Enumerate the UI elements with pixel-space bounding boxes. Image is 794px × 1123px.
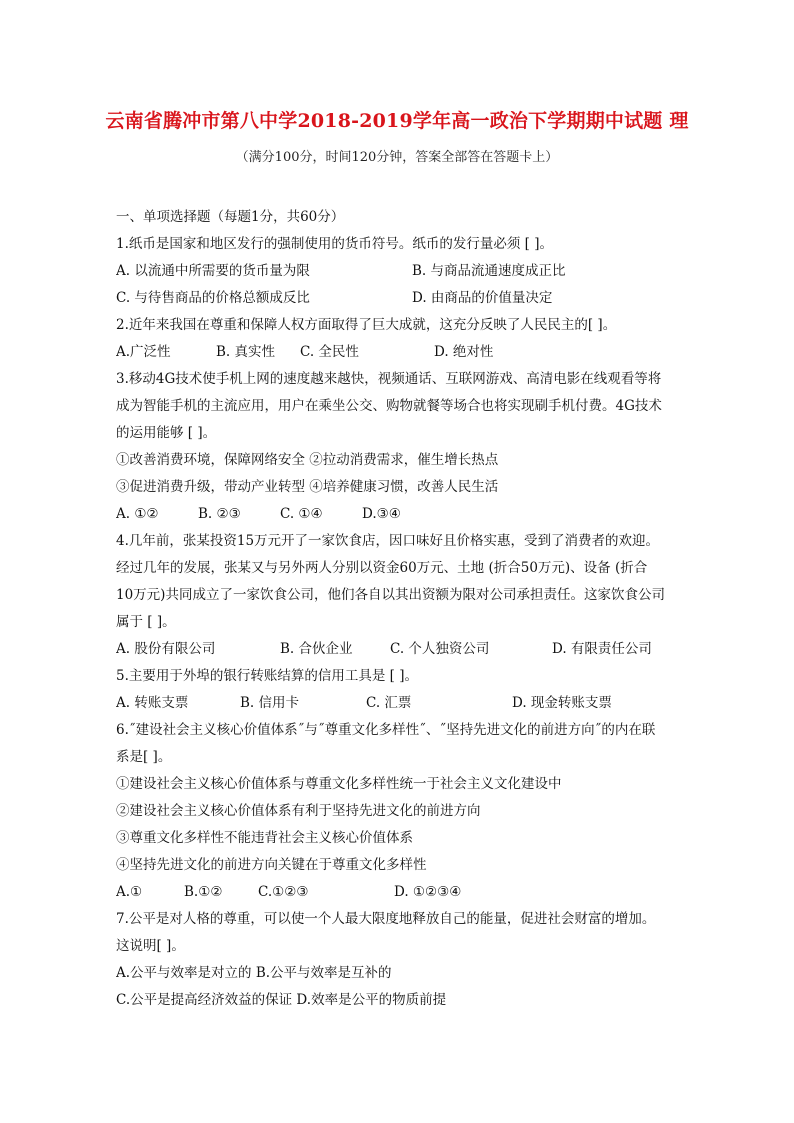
option-c: C. 与待售商品的价格总额成反比 xyxy=(116,290,310,306)
option-a: A. 以流通中所需要的货币量为限 xyxy=(116,263,310,279)
option-b: B. ②③ xyxy=(198,506,241,522)
question-7-stem-line-2: 这说明[ ]。 xyxy=(116,938,185,954)
question-7-options-cd: C.公平是提高经济效益的保证 D.效率是公平的物质前提 xyxy=(116,992,447,1008)
option-d: D. 由商品的价值量决定 xyxy=(412,290,553,306)
question-3-statements-34: ③促进消费升级，带动产业转型 ④培养健康习惯，改善人民生活 xyxy=(116,479,499,495)
question-4-stem-line-2: 经过几年的发展，张某又与另外两人分别以资金60万元、土地 (折合50万元)、设备 (折合 xyxy=(116,560,648,576)
option-d: D. ①②③④ xyxy=(394,884,462,900)
question-7-options-ab: A.公平与效率是对立的 B.公平与效率是互补的 xyxy=(116,965,392,981)
question-6-stem-line-2: 系是[ ]。 xyxy=(116,749,172,765)
question-6-stem-line-1: 6.˝建设社会主义核心价值体系˝与˝尊重文化多样性˝、˝坚持先进文化的前进方向˝的内在联 xyxy=(116,722,656,738)
question-3-stem-line-3: 的运用能够 [ ]。 xyxy=(116,425,217,441)
question-6-statement-1: ①建设社会主义核心价值体系与尊重文化多样性统一于社会主义文化建设中 xyxy=(116,776,562,792)
option-a: A. ①② xyxy=(116,506,159,522)
question-6-statement-3: ③尊重文化多样性不能违背社会主义核心价值体系 xyxy=(116,830,413,846)
question-4-stem-line-3: 10万元)共同成立了一家饮食公司，他们各自以其出资额为限对公司承担责任。这家饮食公司 xyxy=(116,587,665,603)
option-b: B. 合伙企业 xyxy=(280,641,353,657)
page-subtitle: （满分100分，时间120分钟，答案全部答在答题卡上） xyxy=(235,150,559,165)
option-d: D. 有限责任公司 xyxy=(552,641,652,657)
question-3-options xyxy=(116,501,686,528)
option-a: A. 股份有限公司 xyxy=(116,641,216,657)
option-b: B. 与商品流通速度成正比 xyxy=(412,263,566,279)
exam-body xyxy=(116,204,686,1014)
option-c: C. 全民性 xyxy=(300,344,359,360)
question-7-stem-line-1: 7.公平是对人格的尊重，可以使一个人最大限度地释放自己的能量，促进社会财富的增加。 xyxy=(116,911,656,927)
option-c: C.①②③ xyxy=(258,884,309,900)
section-heading: 一、单项选择题（每题1分，共60分） xyxy=(116,209,345,225)
option-c: C. 汇票 xyxy=(366,695,412,711)
question-6-statement-4: ④坚持先进文化的前进方向关键在于尊重文化多样性 xyxy=(116,857,427,873)
question-5-options xyxy=(116,690,686,717)
question-2-options xyxy=(116,339,686,366)
question-3-statements-12: ①改善消费环境，保障网络安全 ②拉动消费需求，催生增长热点 xyxy=(116,452,499,468)
question-1-stem: 1.纸币是国家和地区发行的强制使用的货币符号。纸币的发行量必须 [ ]。 xyxy=(116,236,553,252)
question-3-stem-line-1: 3.移动4G技术使手机上网的速度越来越快，视频通话、互联网游戏、高清电影在线观看等将 xyxy=(116,371,662,387)
question-3-stem-line-2: 成为智能手机的主流应用，用户在乘坐公交、购物就餐等场合也将实现刷手机付费。4G技术 xyxy=(116,398,662,414)
question-6-statement-2: ②建设社会主义核心价值体系有利于坚持先进文化的前进方向 xyxy=(116,803,481,819)
option-b: B. 信用卡 xyxy=(240,695,300,711)
option-d: D. 绝对性 xyxy=(434,344,494,360)
question-6-options xyxy=(116,879,686,906)
question-2-stem: 2.近年来我国在尊重和保障人权方面取得了巨大成就，这充分反映了人民民主的[ ]。 xyxy=(116,317,617,333)
question-4-stem-line-1: 4.几年前，张某投资15万元开了一家饮食店，因口味好且价格实惠，受到了消费者的欢迎。 xyxy=(116,533,660,549)
question-1-options-ab xyxy=(116,258,686,285)
option-d: D.③④ xyxy=(362,506,401,522)
question-4-stem-line-4: 属于 [ ]。 xyxy=(116,614,176,630)
question-4-options xyxy=(116,636,686,663)
option-a: A.广泛性 xyxy=(116,344,171,360)
option-a: A.① xyxy=(116,884,143,900)
option-d: D. 现金转账支票 xyxy=(512,695,612,711)
option-c: C. ①④ xyxy=(280,506,323,522)
question-5-stem: 5.主要用于外埠的银行转账结算的信用工具是 [ ]。 xyxy=(116,668,418,684)
option-a: A. 转账支票 xyxy=(116,695,189,711)
option-b: B.①② xyxy=(184,884,223,900)
page-title: 云南省腾冲市第八中学2018-2019学年高一政治下学期期中试题 理 xyxy=(105,110,689,132)
option-c: C. 个人独资公司 xyxy=(390,641,490,657)
option-b: B. 真实性 xyxy=(216,344,276,360)
question-1-options-cd xyxy=(116,285,686,312)
